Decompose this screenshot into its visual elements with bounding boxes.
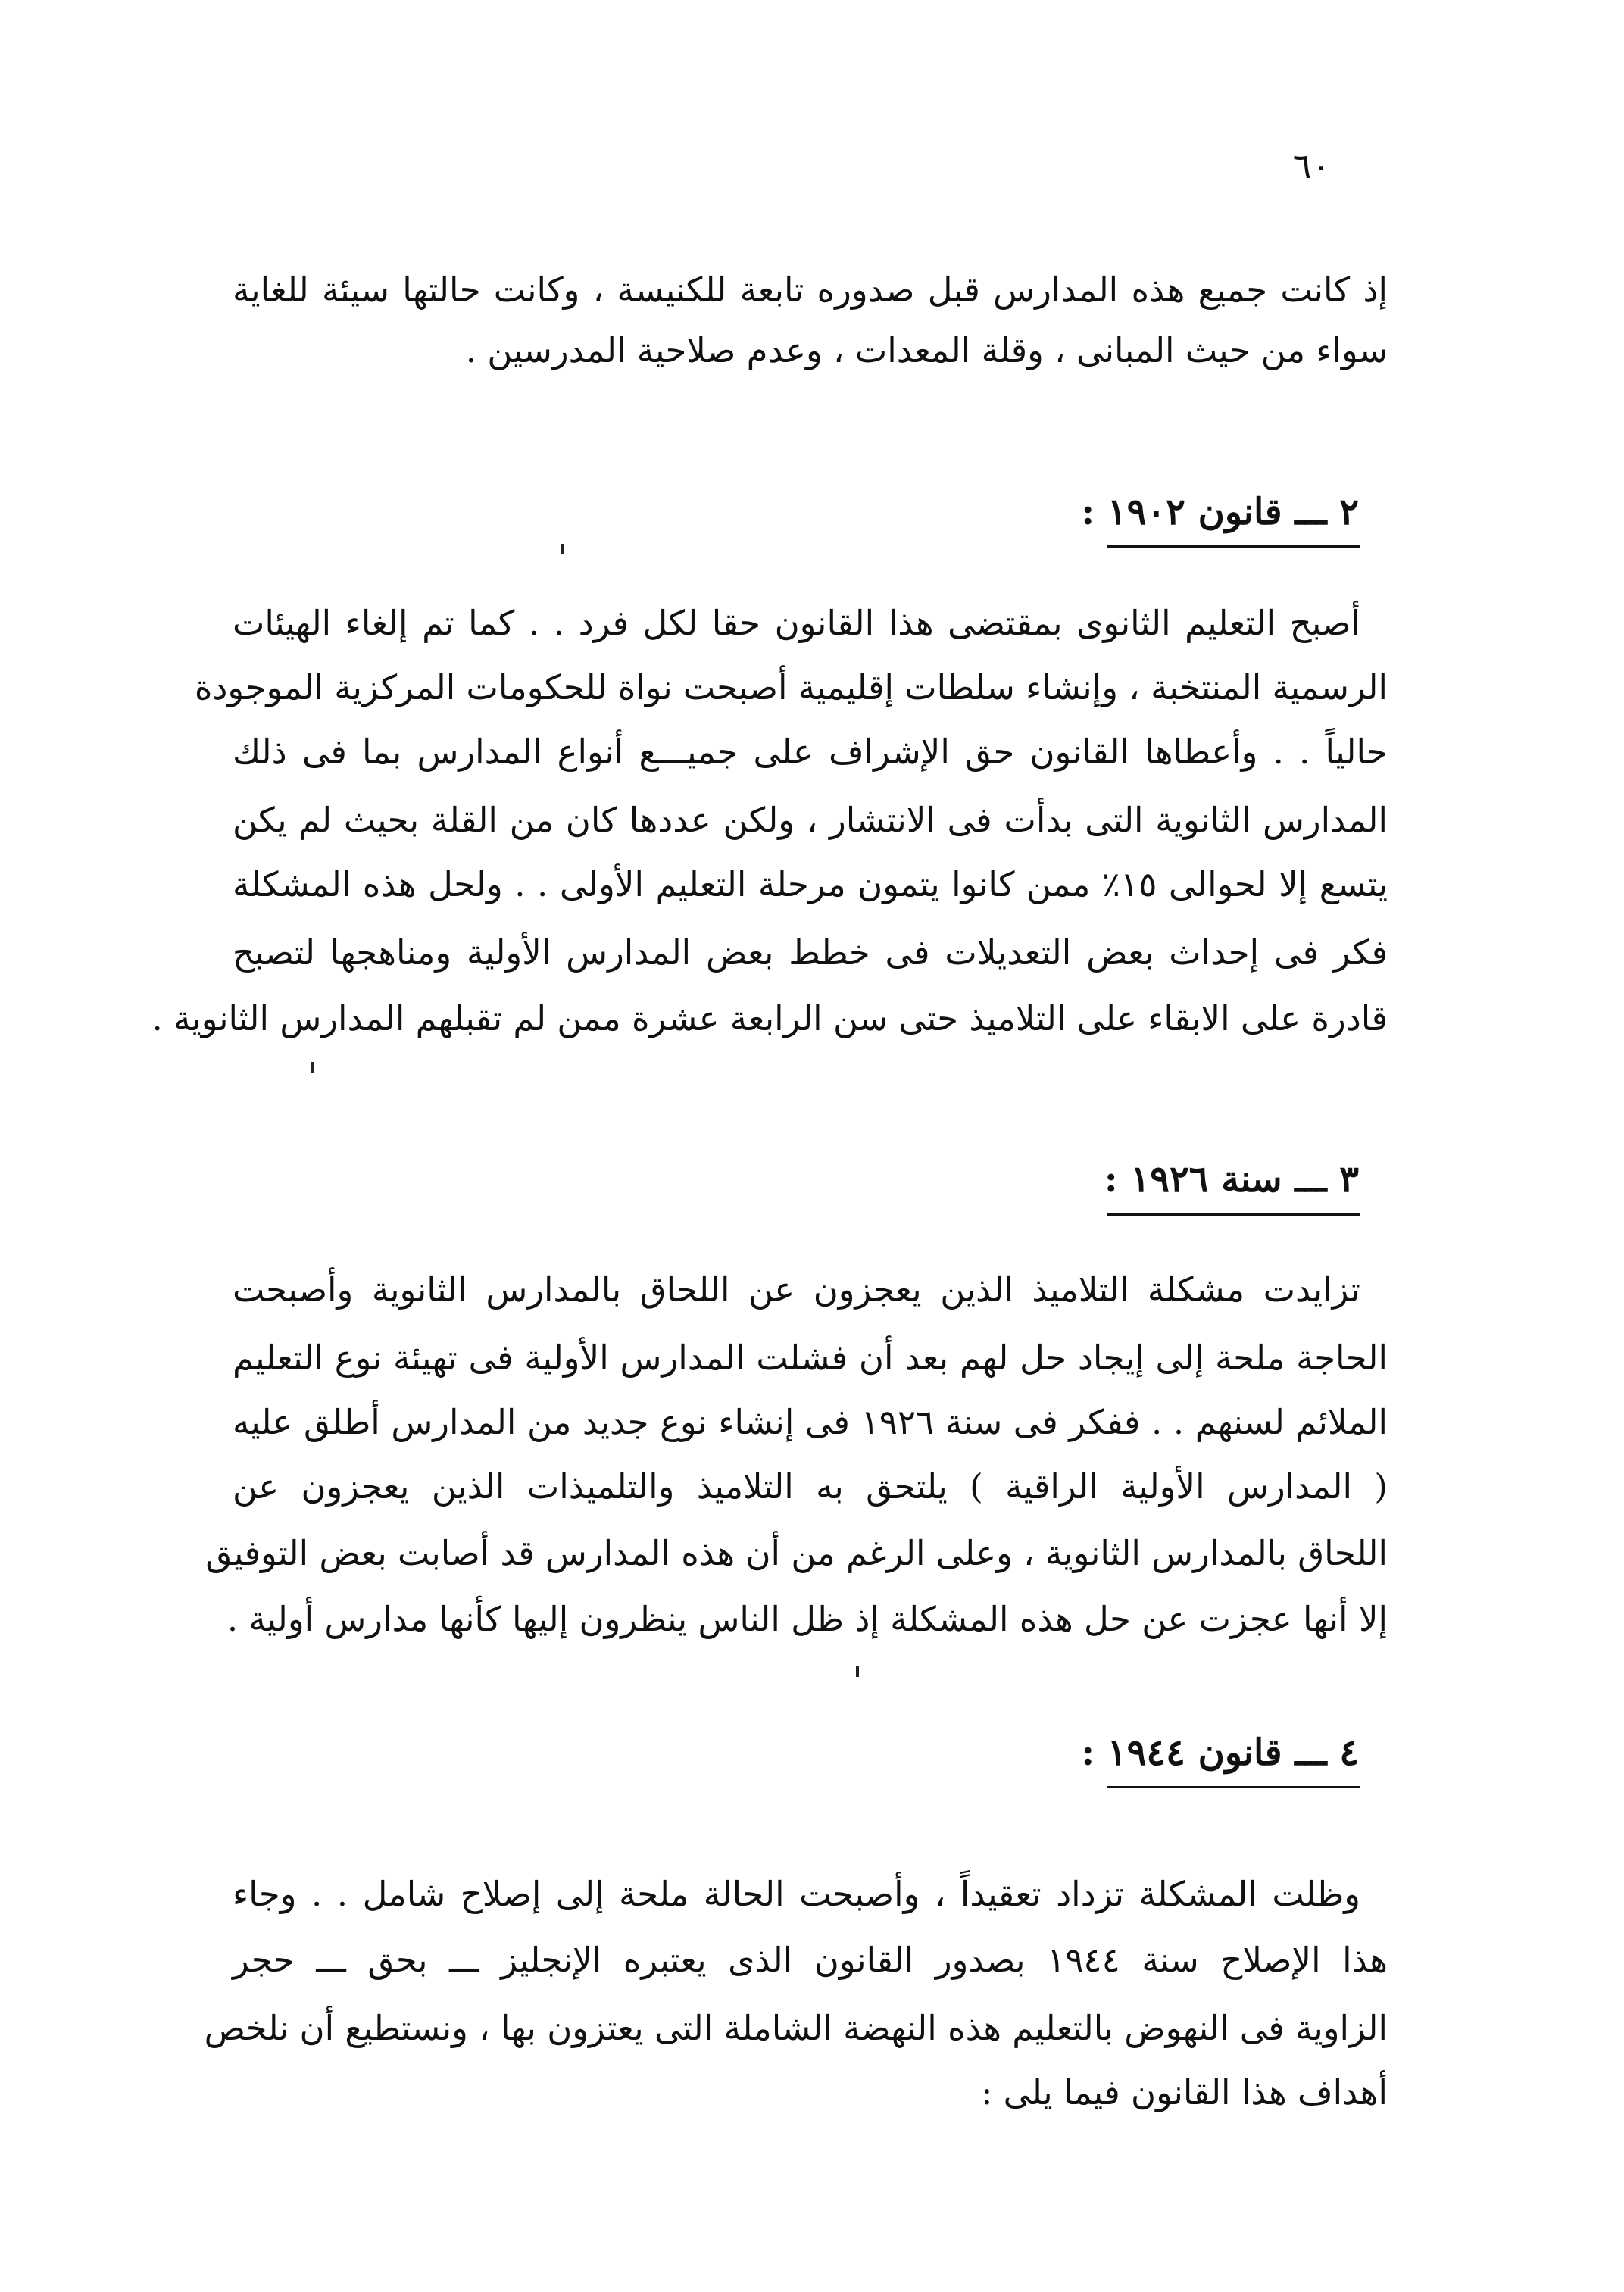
section-4-heading-underline: [1107, 1786, 1360, 1788]
section-2-heading-underline: [1107, 545, 1360, 548]
paragraph-4-line-1: وظلت المشكلة تزداد تعقيداً ، وأصبحت الحالة ملحة إلى إصلاح شامل . . وجاء: [233, 1874, 1360, 1914]
paragraph-4-line-4: أهداف هذا القانون فيما يلى :: [981, 2072, 1388, 2112]
paragraph-4-line-2: هذا الإصلاح سنة ١٩٤٤ بصدور القانون الذى يعتبره الإنجليز ـــ بحق ـــ حجر: [233, 1940, 1388, 1980]
paragraph-3-line-5: اللحاق بالمدارس الثانوية ، وعلى الرغم من أن هذه المدارس قد أصابت بعض التوفيق: [205, 1533, 1388, 1573]
paragraph-2-line-7: قادرة على الابقاء على التلاميذ حتى سن الرابعة عشرة ممن لم تقبلهم المدارس الثانوية .: [151, 998, 1388, 1038]
paragraph-2-line-5: يتسع إلا لحوالى ١٥٪ ممن كانوا يتمون مرحلة التعليم الأولى . . ولحل هذه المشكلة: [233, 864, 1388, 904]
paragraph-4-line-3: الزاوية فى النهوض بالتعليم هذه النهضة الشاملة التى يعتزون بها ، ونستطيع أن نلخص: [204, 2008, 1388, 2048]
scan-speck: [311, 1062, 314, 1073]
scan-speck: [561, 544, 564, 554]
paragraph-2-line-3: حالياً . . وأعطاها القانون حق الإشراف على جميـــع أنواع المدارس بما فى ذلك: [233, 732, 1388, 772]
section-3-heading-underline: [1107, 1213, 1360, 1216]
paragraph-3-line-2: الحاجة ملحة إلى إيجاد حل لهم بعد أن فشلت المدارس الأولية فى تهيئة نوع التعليم: [233, 1338, 1388, 1378]
section-4-heading: ٤ ـــ قانون ١٩٤٤ :: [1081, 1731, 1359, 1774]
paragraph-2-line-4: المدارس الثانوية التى بدأت فى الانتشار ، ولكن عددها كان من القلة بحيث لم يكن: [233, 800, 1388, 840]
paragraph-1-line-2: سواء من حيث المبانى ، وقلة المعدات ، وعدم صلاحية المدرسين .: [465, 330, 1388, 370]
paragraph-3-line-3: الملائم لسنهم . . ففكر فى سنة ١٩٢٦ فى إنشاء نوع جديد من المدارس أطلق عليه: [233, 1402, 1388, 1442]
section-2-heading: ٢ ـــ قانون ١٩٠٢ :: [1081, 491, 1359, 533]
paragraph-2-line-2: الرسمية المنتخبة ، وإنشاء سلطات إقليمية أصبحت نواة للحكومات المركزية الموجودة: [194, 667, 1388, 707]
paragraph-3-line-6: إلا أنها عجزت عن حل هذه المشكلة إذ ظل الناس ينظرون إليها كأنها مدارس أولية .: [226, 1599, 1388, 1639]
paragraph-2-line-6: فكر فى إحداث بعض التعديلات فى خطط بعض المدارس الأولية ومناهجها لتصبح: [233, 932, 1388, 973]
section-3-heading: ٣ ـــ سنة ١٩٢٦ :: [1104, 1158, 1359, 1201]
paragraph-3-line-4: ( المدارس الأولية الراقية ) يلتحق به التلاميذ والتلميذات الذين يعجزون عن: [233, 1466, 1388, 1507]
page-number: ٦٠: [1292, 145, 1330, 186]
scan-speck: [856, 1666, 859, 1677]
paragraph-1-line-1: إذ كانت جميع هذه المدارس قبل صدوره تابعة للكنيسة ، وكانت حالتها سيئة للغاية: [233, 270, 1388, 310]
paragraph-2-line-1: أصبح التعليم الثانوى بمقتضى هذا القانون حقا لكل فرد . . كما تم إلغاء الهيئات: [233, 603, 1360, 643]
paragraph-3-line-1: تزايدت مشكلة التلاميذ الذين يعجزون عن اللحاق بالمدارس الثانوية وأصبحت: [233, 1269, 1360, 1310]
